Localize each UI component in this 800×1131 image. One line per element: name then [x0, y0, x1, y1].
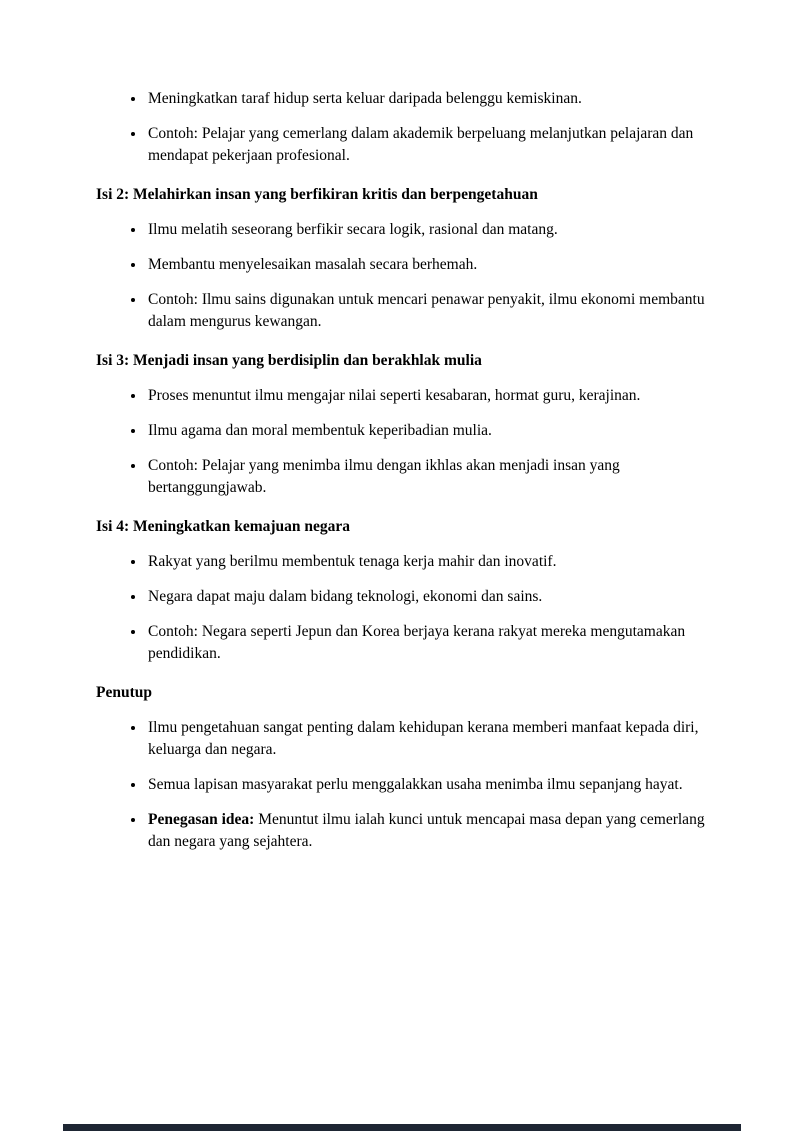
bullet-text: Proses menuntut ilmu mengajar nilai seperti kesabaran, hormat guru, kerajinan.: [148, 387, 641, 404]
list-item: [146, 586, 710, 608]
bullet-text: Negara dapat maju dalam bidang teknologi, ekonomi dan sains.: [148, 588, 543, 605]
section-heading-penutup: Penutup: [96, 684, 152, 701]
bullet-text: Membantu menyelesaikan masalah secara berhemah.: [148, 256, 478, 273]
list-item: [146, 809, 710, 853]
bullet-text: Semua lapisan masyarakat perlu menggalakkan usaha menimba ilmu sepanjang hayat.: [148, 776, 683, 793]
bullet-text: Ilmu melatih seseorang berfikir secara logik, rasional dan matang.: [148, 221, 558, 238]
bullet-text: Contoh: Negara seperti Jepun dan Korea berjaya kerana rakyat mereka mengutamakan pendidikan.: [148, 623, 686, 662]
bullet-text: Menuntut ilmu ialah kunci untuk mencapai masa depan yang cemerlang dan negara yang sejahtera.: [148, 811, 705, 850]
bullet-text: Contoh: Ilmu sains digunakan untuk mencari penawar penyakit, ilmu ekonomi membantu dalam mengurus kewangan.: [148, 291, 705, 330]
list-item: [146, 717, 710, 761]
list-item: [146, 385, 710, 407]
list-item: [146, 551, 710, 573]
section-heading-isi-4: Isi 4: Meningkatkan kemajuan negara: [96, 518, 351, 535]
bullet-text: Ilmu agama dan moral membentuk keperibadian mulia.: [148, 422, 492, 439]
list-item: [146, 774, 710, 796]
bullet-text: Rakyat yang berilmu membentuk tenaga kerja mahir dan inovatif.: [148, 553, 557, 570]
intro-bullet-list: [96, 88, 710, 167]
bullet-text: Ilmu pengetahuan sangat penting dalam kehidupan kerana memberi manfaat kepada diri, keluarga dan negara.: [148, 719, 699, 758]
list-item: [146, 621, 710, 665]
page-bottom-divider: [63, 1124, 741, 1131]
bullet-text: Meningkatkan taraf hidup serta keluar daripada belenggu kemiskinan.: [148, 90, 582, 107]
list-item: [146, 420, 710, 442]
isi-4-bullet-list: [96, 551, 710, 665]
isi-2-bullet-list: [96, 219, 710, 333]
isi-3-bullet-list: [96, 385, 710, 499]
list-item: [146, 88, 710, 110]
list-item: [146, 289, 710, 333]
bullet-text: Contoh: Pelajar yang menimba ilmu dengan ikhlas akan menjadi insan yang bertanggungjawab.: [148, 457, 620, 496]
penutup-bullet-list: [96, 717, 710, 853]
list-item: [146, 219, 710, 241]
bullet-text: Contoh: Pelajar yang cemerlang dalam akademik berpeluang melanjutkan pelajaran dan mendapat pekerjaan profesional.: [148, 125, 694, 164]
list-item: [146, 455, 710, 499]
section-heading-isi-2: Isi 2: Melahirkan insan yang berfikiran kritis dan berpengetahuan: [96, 186, 538, 203]
section-heading-isi-3: Isi 3: Menjadi insan yang berdisiplin dan berakhlak mulia: [96, 352, 482, 369]
bullet-bold-lead: Penegasan idea:: [148, 811, 255, 828]
list-item: [146, 254, 710, 276]
list-item: [146, 123, 710, 167]
